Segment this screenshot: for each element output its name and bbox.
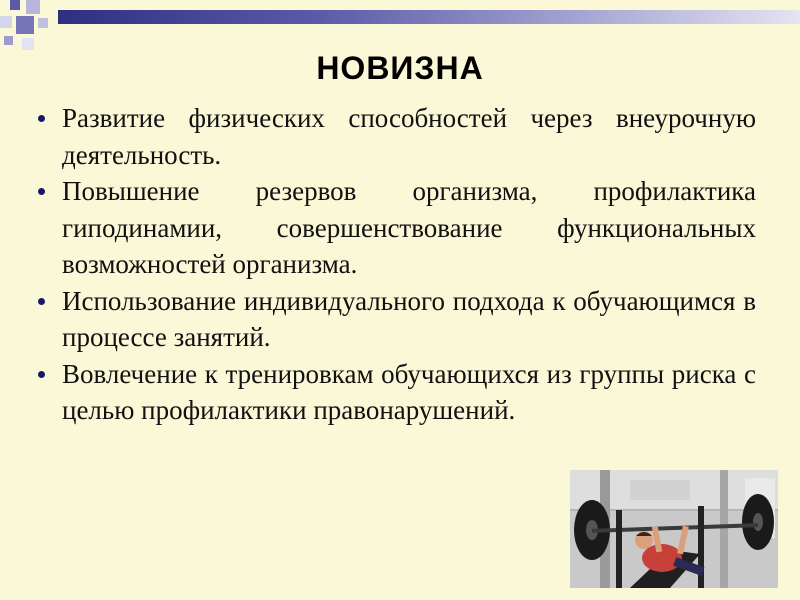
list-item bbox=[36, 356, 756, 429]
header-gradient-bar bbox=[58, 10, 800, 24]
slide-title: НОВИЗНА bbox=[316, 50, 484, 86]
decorative-square bbox=[38, 18, 48, 28]
bullet-text: Развитие физических способностей через внеурочную деятельность. bbox=[62, 103, 756, 170]
decorative-square bbox=[0, 16, 12, 28]
bullet-list bbox=[36, 100, 756, 429]
list-item bbox=[36, 283, 756, 356]
bullet-text: Использование индивидуального подхода к обучающимся в процессе занятий. bbox=[62, 285, 756, 352]
bullet-dot-icon bbox=[38, 115, 45, 122]
list-item bbox=[36, 100, 756, 173]
decorative-square bbox=[26, 0, 40, 14]
bullet-dot-icon bbox=[38, 188, 45, 195]
bullet-text: Повышение резервов организма, профилактика гиподинамии, совершенствование функциональных возможностей организма. bbox=[62, 176, 756, 279]
list-item bbox=[36, 173, 756, 283]
bench-press-photo bbox=[570, 470, 778, 588]
decorative-square bbox=[4, 36, 13, 45]
bullet-dot-icon bbox=[38, 371, 45, 378]
bench-press-illustration bbox=[570, 470, 778, 588]
decorative-square bbox=[16, 16, 34, 34]
decorative-square bbox=[10, 0, 20, 10]
bullet-text: Вовлечение к тренировкам обучающихся из группы риска с целью профилактики правонарушений. bbox=[62, 358, 756, 425]
bullet-dot-icon bbox=[38, 298, 45, 305]
